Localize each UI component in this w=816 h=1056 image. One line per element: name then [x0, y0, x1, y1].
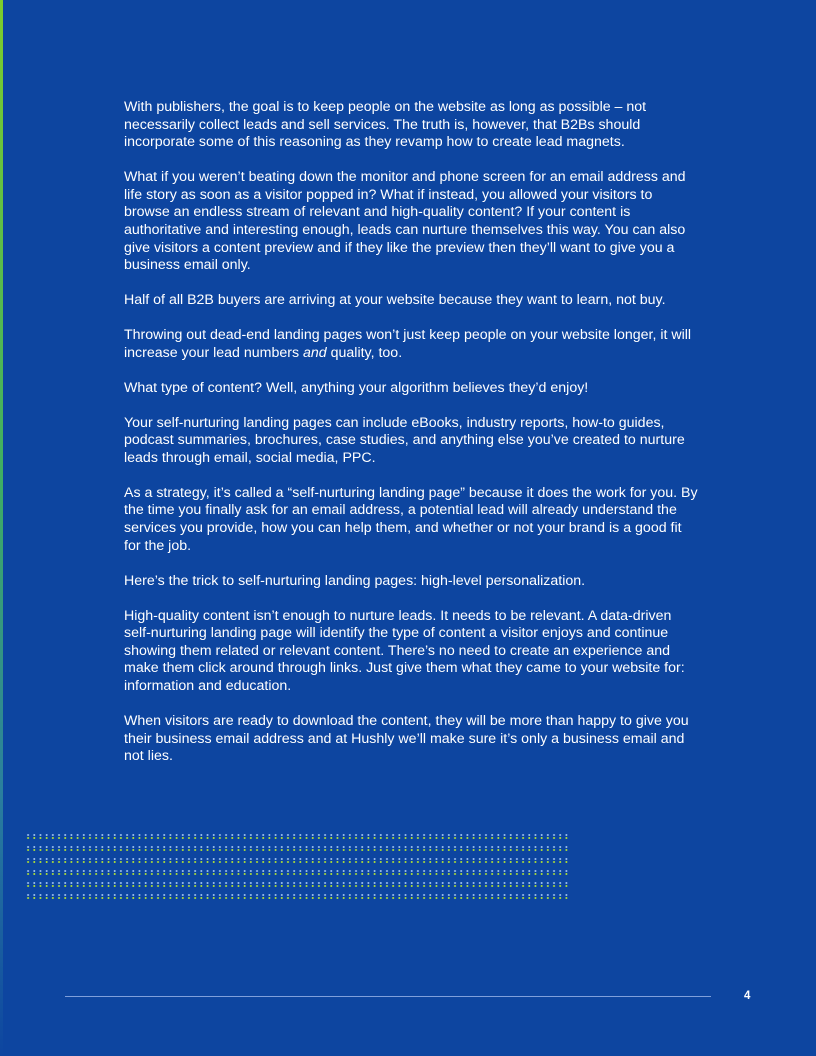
- dot-row: [25, 870, 570, 872]
- paragraph-when-visitors: When visitors are ready to download the content, they will be more than happy to give you their business email address and at Hushly we’ll make sure it’s only a business email and not lies.: [124, 712, 689, 765]
- dot-row: [25, 882, 570, 884]
- left-gradient-edge: [0, 0, 3, 1056]
- paragraph-what-if: What if you weren’t beating down the monitor and phone screen for an email address and life story as soon as a visitor popped in? What if instead, you allowed your visitors to browse an endless stream of relevant and high-quality content? If your content is authoritative and interesting enough, leads can nurture themselves this way. You can also give visitors a content preview and if they like the preview then they’ll want to give you a business email only.: [124, 169, 686, 274]
- footer-divider: [65, 996, 711, 997]
- dot-row: [25, 897, 570, 899]
- paragraph-throwing-out-before: Throwing out dead-end landing pages won’t just keep people on your website longer, it will increase your lead numbers: [124, 327, 692, 361]
- dot-row: [25, 885, 570, 887]
- dot-row: [25, 873, 570, 875]
- dot-row: [25, 849, 570, 851]
- dot-row: [25, 861, 570, 863]
- paragraph-trick: Here’s the trick to self-nurturing landing pages: high-level personalization.: [124, 572, 586, 589]
- paragraph-what-type: What type of content? Well, anything your algorithm believes they’d enjoy!: [124, 379, 589, 396]
- paragraph-high-quality: High-quality content isn’t enough to nurture leads. It needs to be relevant. A data-driven self-nurturing landing page will identify the type of content a visitor enjoys and continue showing them related or relevant content. There’s no need to create an experience and make them click around through links. Just give them what they came to your website for: information and education.: [124, 607, 685, 694]
- emphasis-and: and: [303, 344, 327, 361]
- paragraph-self-nurturing-content: Your self-nurturing landing pages can include eBooks, industry reports, how-to guides, podcast summaries, brochures, case studies, and anything else you’ve created to nurture leads through email, social media, PPC.: [124, 414, 685, 466]
- body-text: [124, 99, 700, 783]
- dot-row: [25, 834, 570, 836]
- paragraph-throwing-out: [124, 327, 700, 362]
- dot-row: [25, 894, 570, 896]
- dot-row: [25, 846, 570, 848]
- paragraph-half-of-buyers: Half of all B2B buyers are arriving at your website because they want to learn, not buy.: [124, 292, 666, 309]
- dot-row: [25, 837, 570, 839]
- paragraph-publishers-goal: With publishers, the goal is to keep people on the website as long as possible – not necessarily collect leads and sell services. The truth is, however, that B2Bs should incorporate some of this reasoning as they revamp how to create lead magnets.: [124, 99, 647, 151]
- decorative-dot-pattern: [25, 834, 570, 900]
- paragraph-strategy: As a strategy, it’s called a “self-nurturing landing page” because it does the work for you. By the time you finally ask for an email address, a potential lead will already understand the services you provide, how you can help them, and whether or not your brand is a good fit for the job.: [124, 484, 698, 554]
- page-number: 4: [744, 990, 751, 1002]
- paragraph-throwing-out-after: quality, too.: [326, 344, 403, 361]
- dot-row: [25, 858, 570, 860]
